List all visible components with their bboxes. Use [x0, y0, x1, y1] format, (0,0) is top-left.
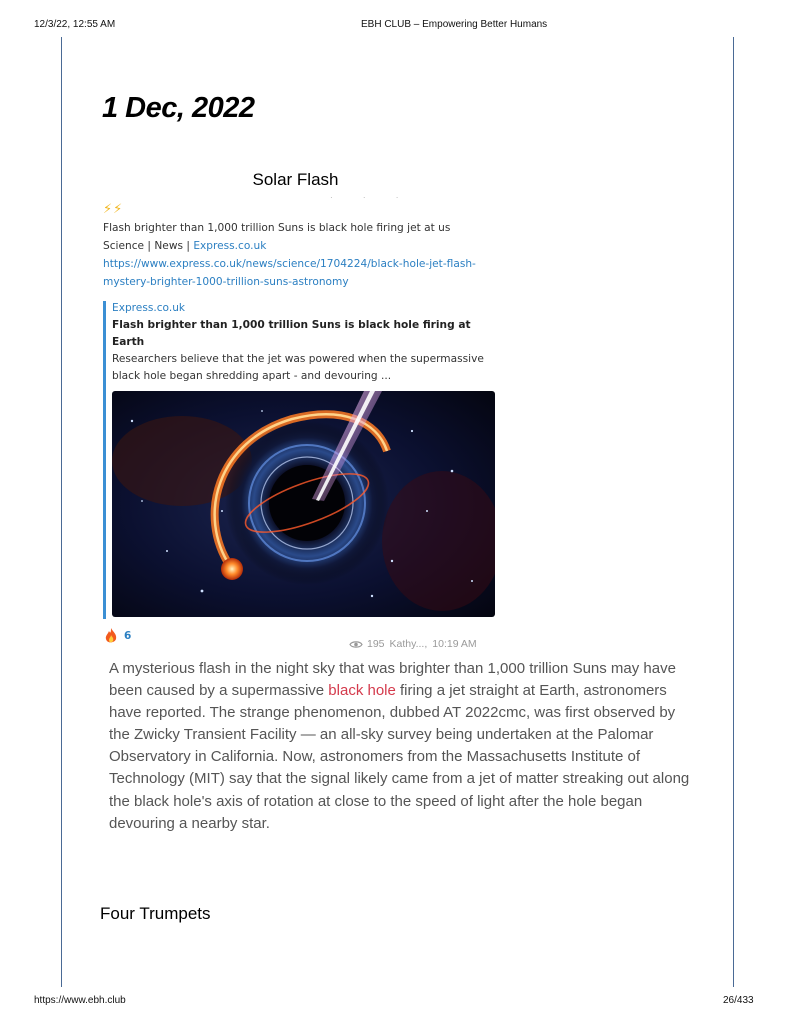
black-hole-image[interactable] — [112, 391, 495, 617]
decorative-dots: · · · — [330, 193, 413, 202]
preview-site-name[interactable]: Express.co.uk — [112, 302, 186, 314]
black-hole-link[interactable]: black hole — [328, 682, 396, 700]
post-url-link[interactable]: https://www.express.co.uk/news/science/1704224/black-hole-jet-flash-mystery-brighter-1000-trillion-suns-astronomy — [103, 258, 476, 288]
post-author: Kathy..., — [389, 638, 428, 650]
print-site-title: EBH CLUB – Empowering Better Humans — [361, 19, 548, 30]
preview-title[interactable]: Flash brighter than 1,000 trillion Suns is black hole firing at Earth — [112, 319, 471, 348]
section-title: Solar Flash — [252, 170, 339, 189]
black-hole-illustration — [112, 391, 495, 617]
post-categories-text: Science | News | — [103, 240, 194, 252]
view-count: 195 — [367, 638, 385, 650]
link-preview-accent — [103, 301, 106, 619]
post-time: 10:19 AM — [432, 638, 477, 650]
print-datetime: 12/3/22, 12:55 AM — [34, 19, 116, 30]
entry-date: 1 Dec, 2022 — [102, 92, 255, 124]
category-link[interactable]: Express.co.uk — [193, 240, 267, 252]
right-border — [733, 37, 734, 987]
post-meta — [367, 638, 482, 650]
fire-icon[interactable] — [104, 628, 118, 644]
print-page-number: 26/433 — [723, 995, 754, 1006]
article-text-start: A mysterious flash in the night sky that was brighter than 1,000 trillion Suns may have been caused by a supermassive — [109, 660, 676, 700]
article-text-end: firing a jet straight at Earth, astronomers have reported. The strange phenomenon, dubbed AT 2022cmc, was first observed by the Zwicky Transient Facility — an all-sky survey being undertaken at the Palomar Observatory in California. Now, astronomers from the Massachusetts Institute of Technology (MIT) say that the signal likely came from a jet of matter streaking out along the black hole's axis of rotation at close to the speed of light after the hole began devouring a nearby star. — [109, 682, 690, 832]
post-categories — [103, 237, 266, 255]
reaction-count: 6 — [124, 630, 132, 642]
article-body — [109, 658, 699, 835]
lightning-emoji: ⚡⚡ — [103, 202, 124, 217]
next-section-title: Four Trumpets — [100, 904, 211, 923]
post-title: Flash brighter than 1,000 trillion Suns is black hole firing jet at us — [103, 222, 451, 234]
preview-description: Researchers believe that the jet was powered when the supermassive black hole began shredding apart - and devouring ... — [112, 353, 484, 382]
print-url: https://www.ebh.club — [34, 995, 126, 1006]
eye-icon — [349, 640, 363, 649]
